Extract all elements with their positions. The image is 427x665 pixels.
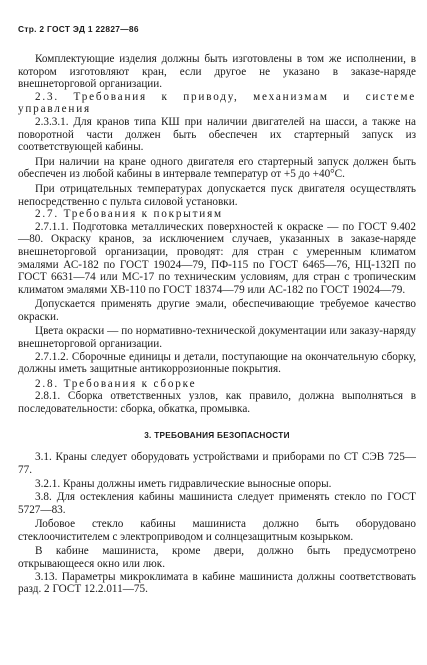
section-title-safety: 3. ТРЕБОВАНИЯ БЕЗОПАСНОСТИ [144,430,290,440]
subheading-drive-requirements: 2.3. Требования к приводу, механизмам и системе управления [18,90,416,116]
subheading-assembly: 2.8. Требования к сборке [35,377,197,390]
paragraph-cabin-window: В кабине машиниста, кроме двери, должно быть предусмотрено открывающееся окно или люк. [18,545,416,570]
paragraph-2-3-3-1: 2.3.3.1. Для кранов типа КШ при наличии двигателей на шасси, а также на поворотной части должен быть обеспечен их стартерный запуск из соответствующей кабины. [18,115,416,154]
paragraph-3-8: 3.8. Для остекления кабины машиниста следует применять стекло по ГОСТ 5727—83. [18,491,416,516]
page-header: Стр. 2 ГОСТ ЭД 1 22827—86 [18,24,139,34]
paragraph-3-1: 3.1. Краны следует оборудовать устройствами и приборами по СТ СЭВ 725—77. [18,451,416,476]
paragraph-paint-colors: Цвета окраски — по нормативно-технической документации или заказу-наряду внешнеторговой организации. [18,325,416,351]
paragraph-3-13: 3.13. Параметры микроклимата в кабине машиниста должны соответствовать разд. 2 ГОСТ 12.2.011—75. [18,570,416,596]
paragraph-3-2-1: 3.2.1. Краны должны иметь гидравлические выносные опоры. [35,478,332,491]
paragraph-2-7-1-2: 2.7.1.2. Сборочные единицы и детали, поступающие на окончательную сборку, должны иметь защитные антикоррозионные покрытия. [18,350,416,376]
paragraph-other-enamels: Допускается применять другие эмали, обеспечивающие требуемое качество окраски. [18,298,416,323]
paragraph-negative-temps: При отрицательных температурах допускается пуск двигателя осуществлять непосредственно с пульта силовой установки. [18,182,416,208]
paragraph-components: Комплектующие изделия должны быть изготовлены в том же исполнении, в котором изготовляют кран, если другое не указано в заказе-наряде внешнеторговой организации. [18,53,416,91]
paragraph-single-engine: При наличии на кране одного двигателя его стартерный запуск должен быть обеспечен из любой кабины в интервале температур от +5 до +40°С. [18,155,416,181]
document-body [18,53,416,596]
paragraph-2-7-1-1: 2.7.1.1. Подготовка металлических поверхностей к окраске — по ГОСТ 9.402—80. Окраску кранов, за исключением случаев, указанных в заказе-наряде внешнеторговой организации, проводят: для стран с умеренным климатом эмалями АС-182 по ГОСТ 19024—79, ПФ-115 по ГОСТ 6465—76, НЦ-132П по ГОСТ 6631—74 или МС-17 по техническим условиям, для стран с тропическим климатом эмалями ХВ-110 по ГОСТ 18374—79 или АС-182 по ГОСТ 19024—79. [18,220,416,296]
paragraph-windshield: Лобовое стекло кабины машиниста должно быть оборудовано стеклоочистителем с электроприводом и солнцезащитным козырьком. [18,518,416,543]
subheading-coatings: 2.7. Требования к покрытиям [35,208,223,221]
paragraph-2-8-1: 2.8.1. Сборка ответственных узлов, как правило, должна выполняться в последовательности: сборка, обкатка, промывка. [18,390,416,416]
